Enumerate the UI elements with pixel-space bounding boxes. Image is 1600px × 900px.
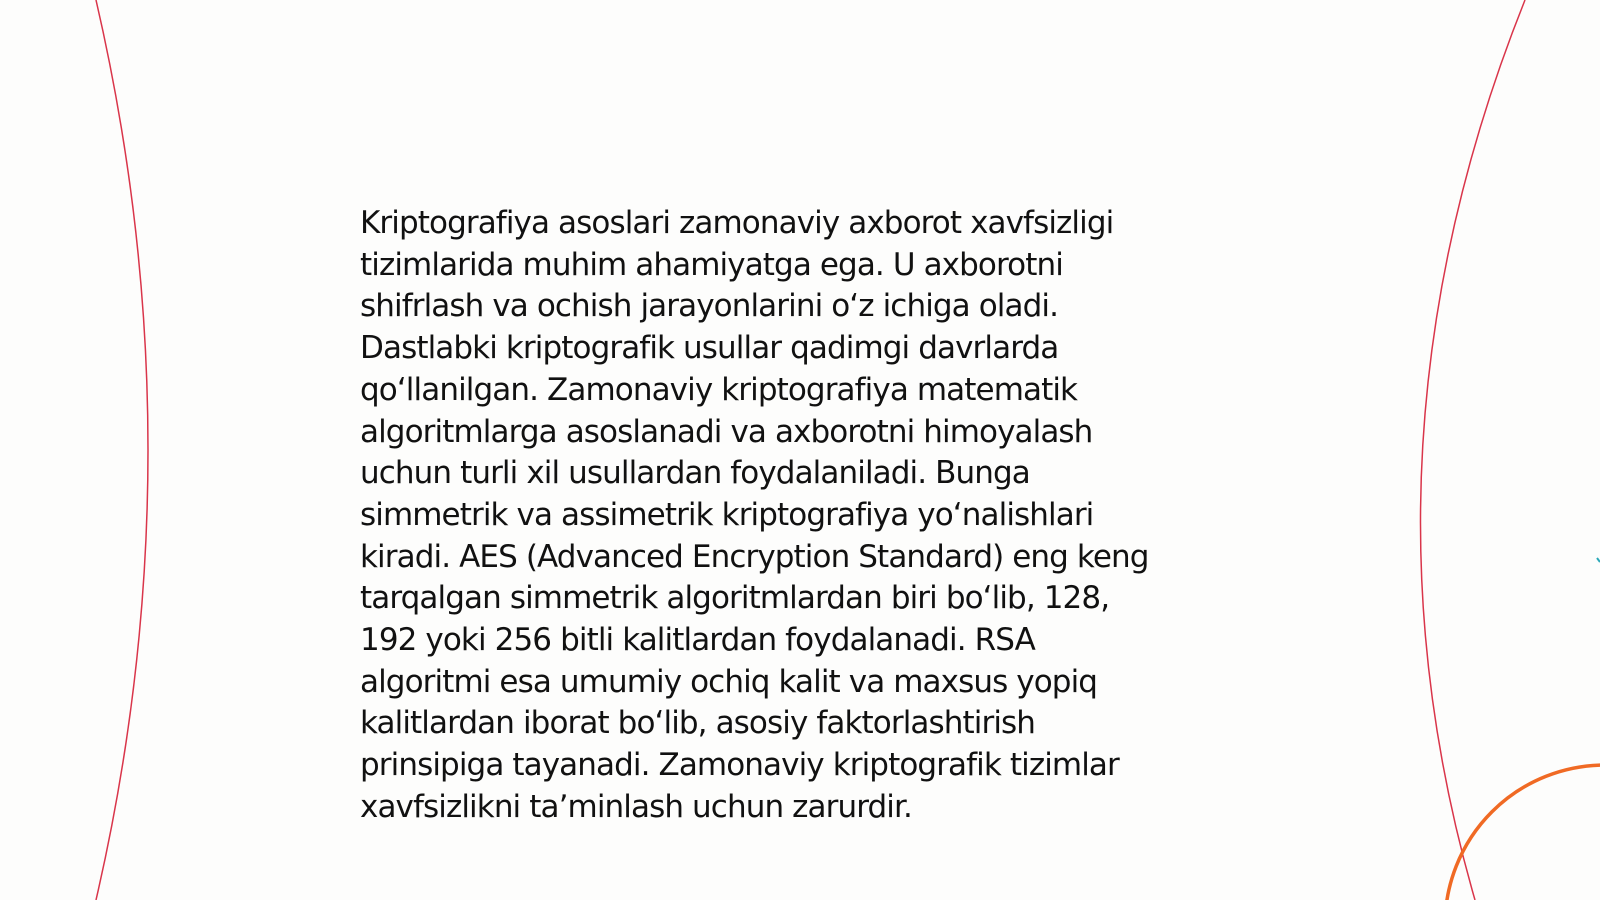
left-arc-line <box>96 0 148 900</box>
paragraph-line: qoʻllanilgan. Zamonaviy kriptografiya matematik <box>360 371 1078 408</box>
paragraph-line: xavfsizlikni taʼminlash uchun zarurdir. <box>360 788 912 825</box>
paragraph-line: Dastlabki kriptografik usullar qadimgi davrlarda <box>360 330 1059 367</box>
paragraph-line: tizimlarida muhim ahamiyatga ega. U axborotni <box>360 246 1063 283</box>
paragraph-line: 192 yoki 256 bitli kalitlardan foydalanadi. RSA <box>360 622 1035 659</box>
orange-circle-outline <box>1445 765 1600 900</box>
paragraph-line: kiradi. AES (Advanced Encryption Standard) eng keng <box>360 538 1149 575</box>
paragraph-line: tarqalgan simmetrik algoritmlardan biri boʻlib, 128, <box>360 580 1110 617</box>
paragraph-line: uchun turli xil usullardan foydalaniladi. Bunga <box>360 455 1030 492</box>
paragraph-line: simmetrik va assimetrik kriptografiya yoʻnalishlari <box>360 496 1094 533</box>
paragraph-line: algoritmlarga asoslanadi va axborotni himoyalash <box>360 413 1093 450</box>
body-paragraph <box>360 203 1240 829</box>
paragraph-line: algoritmi esa umumiy ochiq kalit va maxsus yopiq <box>360 663 1098 700</box>
paragraph-line: kalitlardan iborat boʻlib, asosiy faktorlashtirish <box>360 705 1036 742</box>
paragraph-line: shifrlash va ochish jarayonlarini oʻz ichiga oladi. <box>360 288 1059 325</box>
right-arc-line <box>1420 0 1525 900</box>
paragraph-line: prinsipiga tayanadi. Zamonaviy kriptografik tizimlar <box>360 747 1119 784</box>
paragraph-line: Kriptografiya asoslari zamonaviy axborot xavfsizligi <box>360 205 1114 241</box>
